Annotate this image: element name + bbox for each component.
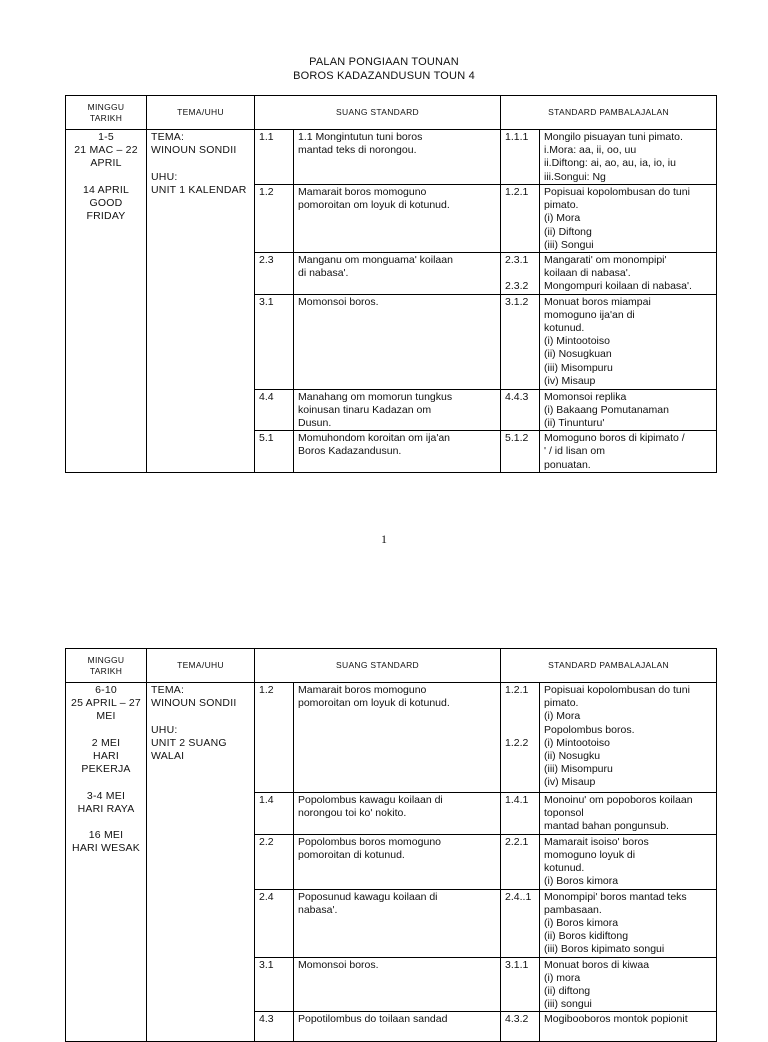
theme-unit-cell: TEMA: WINOUN SONDII UHU: UNIT 2 SUANG WALAI bbox=[147, 683, 255, 1042]
header-standard-pambalajalan: STANDARD PAMBALAJALAN bbox=[501, 96, 717, 130]
theme-unit-cell: TEMA: WINOUN SONDII UHU: UNIT 1 KALENDAR bbox=[147, 130, 255, 473]
header-tema-uhu: TEMA/UHU bbox=[147, 96, 255, 130]
header-minggu-tarikh: MINGGU TARIKH bbox=[66, 96, 147, 130]
document-subtitle: BOROS KADAZANDUSUN TOUN 4 bbox=[293, 70, 475, 82]
document-title: PALAN PONGIAAN TOUNAN bbox=[309, 56, 459, 68]
learning-standard-code: 2.3.1 2.3.2 bbox=[501, 253, 540, 295]
plan-table-2 bbox=[65, 648, 717, 1042]
suang-standard-code: 1.1 bbox=[255, 130, 294, 185]
plan-table-1 bbox=[65, 95, 717, 473]
suang-standard-code: 4.4 bbox=[255, 389, 294, 431]
learning-standard-text: Monuat boros miampai momoguno ija'an di kotunud. (i) Mintootoiso (ii) Nosugkuan (iii) Misompuru (iv) Misaup bbox=[540, 294, 717, 389]
suang-standard-code: 1.4 bbox=[255, 793, 294, 835]
learning-standard-code: 4.3.2 bbox=[501, 1012, 540, 1042]
week-date-cell: 1-5 21 MAC – 22 APRIL 14 APRIL GOOD FRIDAY bbox=[66, 130, 147, 473]
header-suang-standard: SUANG STANDARD bbox=[255, 96, 501, 130]
learning-standard-text: Popisuai kopolombusan do tuni pimato. (i) Mora (ii) Diftong (iii) Songui bbox=[540, 185, 717, 253]
learning-standard-text: Monompipi' boros mantad teks pambasaan. (i) Boros kimora (ii) Boros kidiftong (iii) Boros kipimato songui bbox=[540, 889, 717, 957]
learning-standard-code: 1.2.1 bbox=[501, 185, 540, 253]
suang-standard-code: 4.3 bbox=[255, 1012, 294, 1042]
suang-standard-text: Momuhondom koroitan om ija'an Boros Kadazandusun. bbox=[294, 431, 501, 473]
learning-standard-text: Mangarati' om monompipi' koilaan di nabasa'. Mongompuri koilaan di nabasa'. bbox=[540, 253, 717, 295]
week-date-cell: 6-10 25 APRIL – 27 MEI 2 MEI HARI PEKERJA 3-4 MEI HARI RAYA 16 MEI HARI WESAK bbox=[66, 683, 147, 1042]
learning-standard-text: Mongilo pisuayan tuni pimato. i.Mora: aa, ii, oo, uu ii.Diftong: ai, ao, au, ia, io, iu iii.Songui: Ng bbox=[540, 130, 717, 185]
learning-standard-code: 1.4.1 bbox=[501, 793, 540, 835]
learning-standard-text: Monoinu' om popoboros koilaan toponsol mantad bahan pongunsub. bbox=[540, 793, 717, 835]
suang-standard-text: Mamarait boros momoguno pomoroitan om loyuk di kotunud. bbox=[294, 185, 501, 253]
learning-standard-text: Popisuai kopolombusan do tuni pimato. (i) Mora Popolombus boros. (i) Mintootoiso (ii) Nosugku (iii) Misompuru (iv) Misaup bbox=[540, 683, 717, 793]
learning-standard-code: 1.2.1 1.2.2 bbox=[501, 683, 540, 793]
header-tema-uhu: TEMA/UHU bbox=[147, 649, 255, 683]
suang-standard-text: Momonsoi boros. bbox=[294, 957, 501, 1012]
table-row bbox=[66, 683, 717, 793]
learning-standard-text: Momoguno boros di kipimato / ' / id lisan om ponuatan. bbox=[540, 431, 717, 473]
suang-standard-text: Manganu om monguama' koilaan di nabasa'. bbox=[294, 253, 501, 295]
suang-standard-text: 1.1 Mongintutun tuni boros mantad teks di norongou. bbox=[294, 130, 501, 185]
suang-standard-code: 1.2 bbox=[255, 185, 294, 253]
table-header-row bbox=[66, 649, 717, 683]
suang-standard-text: Momonsoi boros. bbox=[294, 294, 501, 389]
suang-standard-code: 2.2 bbox=[255, 834, 294, 889]
table-row bbox=[66, 130, 717, 185]
suang-standard-code: 2.4 bbox=[255, 889, 294, 957]
suang-standard-text: Manahang om momorun tungkus koinusan tinaru Kadazan om Dusun. bbox=[294, 389, 501, 431]
learning-standard-code: 3.1.1 bbox=[501, 957, 540, 1012]
learning-standard-code: 1.1.1 bbox=[501, 130, 540, 185]
header-suang-standard: SUANG STANDARD bbox=[255, 649, 501, 683]
suang-standard-text: Poposunud kawagu koilaan di nabasa'. bbox=[294, 889, 501, 957]
learning-standard-text: Momonsoi replika (i) Bakaang Pomutanaman (ii) Tinunturu' bbox=[540, 389, 717, 431]
suang-standard-code: 1.2 bbox=[255, 683, 294, 793]
header-standard-pambalajalan: STANDARD PAMBALAJALAN bbox=[501, 649, 717, 683]
suang-standard-text: Popolombus kawagu koilaan di norongou toi ko' nokito. bbox=[294, 793, 501, 835]
suang-standard-code: 3.1 bbox=[255, 957, 294, 1012]
learning-standard-code: 5.1.2 bbox=[501, 431, 540, 473]
learning-standard-code: 3.1.2 bbox=[501, 294, 540, 389]
suang-standard-text: Mamarait boros momoguno pomoroitan om loyuk di kotunud. bbox=[294, 683, 501, 793]
learning-standard-text: Monuat boros di kiwaa (i) mora (ii) diftong (iii) songui bbox=[540, 957, 717, 1012]
suang-standard-text: Popotilombus do toilaan sandad bbox=[294, 1012, 501, 1042]
table-header-row bbox=[66, 96, 717, 130]
learning-standard-code: 2.2.1 bbox=[501, 834, 540, 889]
suang-standard-code: 3.1 bbox=[255, 294, 294, 389]
header-minggu-tarikh: MINGGU TARIKH bbox=[66, 649, 147, 683]
suang-standard-code: 2.3 bbox=[255, 253, 294, 295]
learning-standard-code: 2.4..1 bbox=[501, 889, 540, 957]
learning-standard-text: Mamarait isoiso' boros momoguno loyuk di kotunud. (i) Boros kimora bbox=[540, 834, 717, 889]
suang-standard-text: Popolombus boros momoguno pomoroitan di kotunud. bbox=[294, 834, 501, 889]
suang-standard-code: 5.1 bbox=[255, 431, 294, 473]
learning-standard-text: Mogibooboros montok popionit bbox=[540, 1012, 717, 1042]
page-number: 1 bbox=[381, 532, 387, 546]
learning-standard-code: 4.4.3 bbox=[501, 389, 540, 431]
